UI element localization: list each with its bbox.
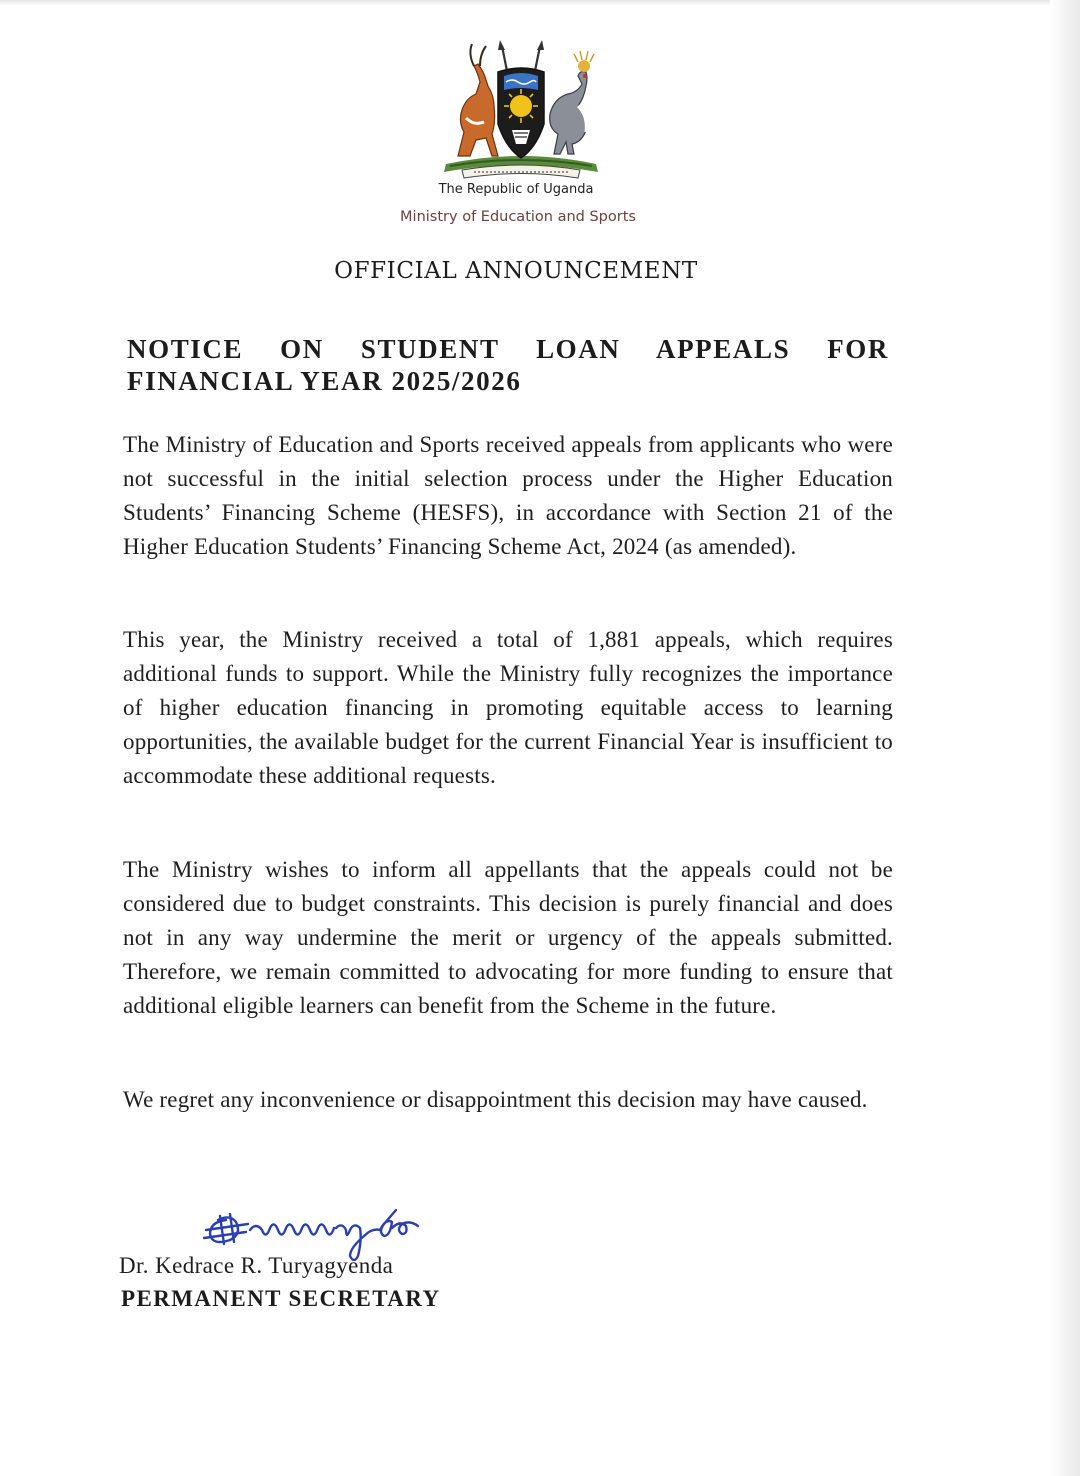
body-paragraph: This year, the Ministry received a total of 1,881 appeals, which requires additional funds to support. While the Ministry fully recognizes the importance of higher education financing in promoting equitable access to learning opportunities, the available budget for the current Financial Year is insufficient to accommodate these additional requests. <box>123 627 893 788</box>
body-paragraph: The Ministry wishes to inform all appellants that the appeals could not be considered due to budget constraints. This decision is purely financial and does not in any way undermine the merit or urgency of the appeals submitted. Therefore, we remain committed to advocating for more funding to ensure that additional eligible learners can benefit from the Scheme in the future. <box>123 857 893 1018</box>
notice-title: NOTICE ON STUDENT LOAN APPEALS FOR FINANCIAL YEAR 2025/2026 <box>127 334 889 396</box>
letterhead-ministry: Ministry of Education and Sports <box>400 209 636 225</box>
coat-of-arms-emblem <box>428 36 614 184</box>
body-paragraph: The Ministry of Education and Sports received appeals from applicants who were not successful in the initial selection process under the Higher Education Students’ Financing Scheme (HESFS), in accordance with Section 21 of the Higher Education Students’ Financing Scheme Act, 2024 (as amended). <box>123 432 893 559</box>
signer-name: Dr. Kedrace R. Turyagyenda <box>119 1253 394 1278</box>
letterhead-country: The Republic of Uganda <box>438 182 594 197</box>
body-paragraph: We regret any inconvenience or disappointment this decision may have caused. <box>123 1087 868 1112</box>
scan-top-edge <box>0 0 1080 6</box>
signer-title: PERMANENT SECRETARY <box>121 1286 441 1311</box>
page-heading: OFFICIAL ANNOUNCEMENT <box>334 258 698 284</box>
